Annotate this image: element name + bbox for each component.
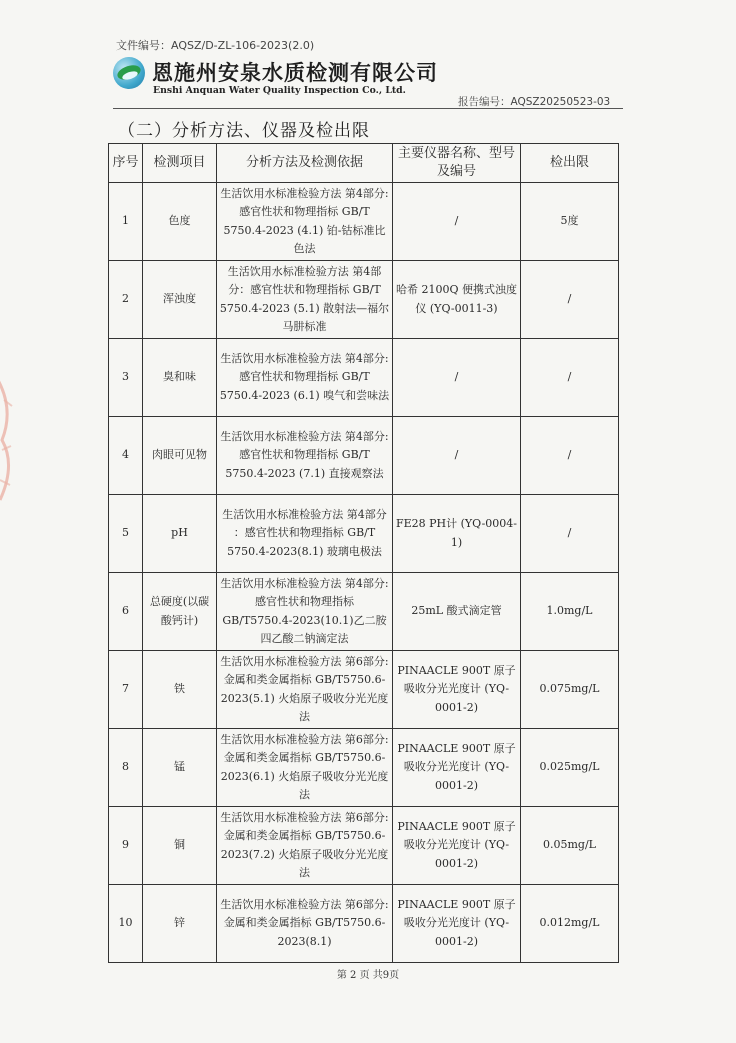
table-row (109, 183, 619, 261)
row-method: 生活饮用水标准检验方法 第6部分:金属和类金属指标 GB/T5750.6-2023(8.1) (217, 885, 393, 963)
header-limit: 检出限 (521, 144, 619, 183)
table-row (109, 261, 619, 339)
row-instrument: / (393, 417, 521, 495)
row-limit: / (521, 339, 619, 417)
row-item: 肉眼可见物 (143, 417, 217, 495)
page-number: 第 2 页 共9页 (336, 970, 400, 981)
row-instrument: / (393, 339, 521, 417)
row-method: 生活饮用水标准检验方法 第6部分:金属和类金属指标 GB/T5750.6-2023(7.2) 火焰原子吸收分光光度法 (217, 807, 393, 885)
stamp-fragment-icon (0, 370, 26, 510)
row-method: 生活饮用水标准检验方法 第6部分:金属和类金属指标 GB/T5750.6-2023(6.1) 火焰原子吸收分光光度法 (217, 729, 393, 807)
row-item: 铜 (143, 807, 217, 885)
row-instrument: FE28 PH计 (YQ-0004-1) (393, 495, 521, 573)
row-item: 浑浊度 (143, 261, 217, 339)
row-method: 生活饮用水标准检验方法 第4部分：感官性状和物理指标 GB/T 5750.4-2023 (5.1) 散射法—福尔马肼标准 (217, 261, 393, 339)
row-no: 3 (109, 339, 143, 417)
row-method: 生活饮用水标准检验方法 第4部分:感官性状和物理指标 GB/T 5750.4-2023 (7.1) 直接观察法 (217, 417, 393, 495)
row-no: 10 (109, 885, 143, 963)
row-instrument: PINAACLE 900T 原子吸收分光光度计 (YQ-0001-2) (393, 729, 521, 807)
header-no: 序号 (109, 144, 143, 183)
table-row (109, 495, 619, 573)
row-limit: 5度 (521, 183, 619, 261)
table-row (109, 651, 619, 729)
row-limit: / (521, 261, 619, 339)
header-divider (113, 108, 623, 109)
header-method: 分析方法及检测依据 (217, 144, 393, 183)
row-no: 5 (109, 495, 143, 573)
row-method: 生活饮用水标准检验方法 第6部分:金属和类金属指标 GB/T5750.6-2023(5.1) 火焰原子吸收分光光度法 (217, 651, 393, 729)
row-limit: 0.075mg/L (521, 651, 619, 729)
row-no: 9 (109, 807, 143, 885)
table-row (109, 807, 619, 885)
row-limit: / (521, 417, 619, 495)
row-instrument: PINAACLE 900T 原子吸收分光光度计 (YQ-0001-2) (393, 885, 521, 963)
row-item: 臭和味 (143, 339, 217, 417)
row-method: 生活饮用水标准检验方法 第4部分:感官性状和物理指标 GB/T 5750.4-2023 (4.1) 铂-钴标准比色法 (217, 183, 393, 261)
row-no: 2 (109, 261, 143, 339)
row-no: 4 (109, 417, 143, 495)
doc-number: 文件编号：AQSZ/D-ZL-106-2023(2.0) (116, 39, 315, 52)
table-row (109, 339, 619, 417)
row-limit: / (521, 495, 619, 573)
row-instrument: 哈希 2100Q 便携式浊度仪 (YQ-0011-3) (393, 261, 521, 339)
row-instrument: / (393, 183, 521, 261)
header-item: 检测项目 (143, 144, 217, 183)
row-no: 6 (109, 573, 143, 651)
row-item: 总硬度(以碳酸钙计) (143, 573, 217, 651)
row-item: 锌 (143, 885, 217, 963)
table-row (109, 417, 619, 495)
table-row (109, 573, 619, 651)
row-item: 色度 (143, 183, 217, 261)
row-limit: 0.05mg/L (521, 807, 619, 885)
row-no: 7 (109, 651, 143, 729)
row-item: 铁 (143, 651, 217, 729)
row-limit: 0.025mg/L (521, 729, 619, 807)
row-instrument: PINAACLE 900T 原子吸收分光光度计 (YQ-0001-2) (393, 807, 521, 885)
row-no: 1 (109, 183, 143, 261)
row-method: 生活饮用水标准检验方法 第4部分:感官性状和物理指标 GB/T5750.4-2023(10.1)乙二胺四乙酸二钠滴定法 (217, 573, 393, 651)
company-name-cn: 恩施州安泉水质检测有限公司 (152, 60, 438, 85)
row-limit: 0.012mg/L (521, 885, 619, 963)
row-item: pH (143, 495, 217, 573)
company-name-en: Enshi Anquan Water Quality Inspection Co., Ltd. (153, 85, 406, 96)
table-row (109, 729, 619, 807)
row-method: 生活饮用水标准检验方法 第4部分 ：感官性状和物理指标 GB/T 5750.4-2023(8.1) 玻璃电极法 (217, 495, 393, 573)
row-instrument: PINAACLE 900T 原子吸收分光光度计 (YQ-0001-2) (393, 651, 521, 729)
table-header-row (109, 144, 619, 183)
row-instrument: 25mL 酸式滴定管 (393, 573, 521, 651)
table-row (109, 885, 619, 963)
company-logo-icon (113, 57, 145, 89)
header-instrument: 主要仪器名称、型号及编号 (393, 144, 521, 183)
row-item: 锰 (143, 729, 217, 807)
methods-table (108, 143, 619, 963)
report-number: 报告编号：AQSZ20250523-03 (458, 96, 611, 108)
row-no: 8 (109, 729, 143, 807)
row-method: 生活饮用水标准检验方法 第4部分:感官性状和物理指标 GB/T 5750.4-2023 (6.1) 嗅气和尝味法 (217, 339, 393, 417)
section-title: （二）分析方法、仪器及检出限 (118, 121, 370, 141)
row-limit: 1.0mg/L (521, 573, 619, 651)
